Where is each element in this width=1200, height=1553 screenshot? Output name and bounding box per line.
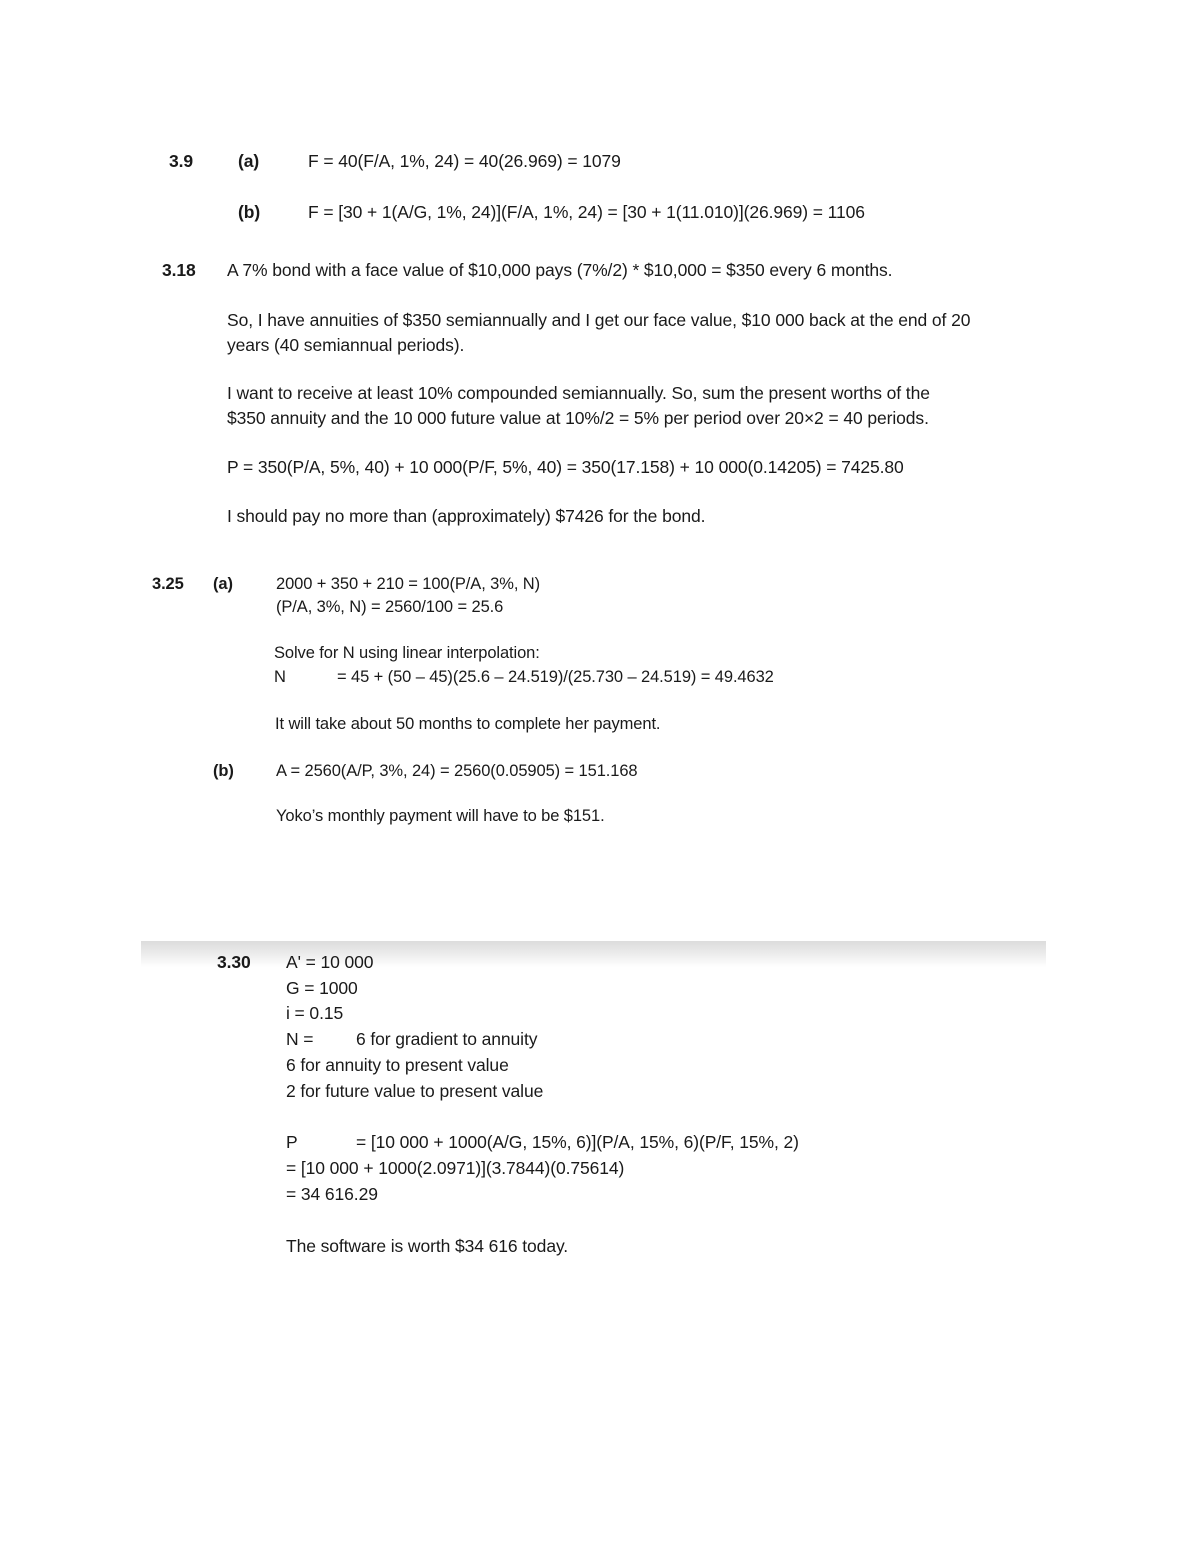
equation-3-25-a-line1: 2000 + 350 + 210 = 100(P/A, 3%, N) xyxy=(276,575,540,593)
given-n-future: 2 for future value to present value xyxy=(286,1081,544,1101)
equation-3-30-result: = 34 616.29 xyxy=(286,1184,378,1204)
variable-p-label: P xyxy=(286,1132,298,1152)
text-3-18-line3: years (40 semiannual periods). xyxy=(227,335,465,355)
text-3-18-line5: $350 annuity and the 10 000 future value at 10%/2 = 5% per period over 20×2 = 40 periods. xyxy=(227,408,929,428)
problem-number-3-18: 3.18 xyxy=(162,260,196,280)
given-i: i = 0.15 xyxy=(286,1003,344,1023)
text-3-25-b-conclusion: Yoko’s monthly payment will have to be $151. xyxy=(276,807,605,825)
given-n-gradient: 6 for gradient to annuity xyxy=(356,1029,538,1049)
variable-n-label: N xyxy=(274,668,286,686)
given-g: G = 1000 xyxy=(286,978,358,998)
text-3-30-conclusion: The software is worth $34 616 today. xyxy=(286,1236,569,1256)
text-3-18-line2: So, I have annuities of $350 semiannually and I get our face value, $10 000 back at the end of 20 xyxy=(227,310,971,330)
shaded-band xyxy=(141,941,1046,967)
part-a-label: (a) xyxy=(238,151,260,171)
text-3-18-conclusion: I should pay no more than (approximately) $7426 for the bond. xyxy=(227,506,706,526)
equation-3-30-line1: = [10 000 + 1000(A/G, 15%, 6)](P/A, 15%, 6)(P/F, 15%, 2) xyxy=(356,1132,799,1152)
problem-number-3-9: 3.9 xyxy=(169,151,194,171)
problem-number-3-30: 3.30 xyxy=(217,952,251,972)
given-n-label: N = xyxy=(286,1029,314,1049)
text-3-18-line1: A 7% bond with a face value of $10,000 pays (7%/2) * $10,000 = $350 every 6 months. xyxy=(227,260,893,280)
problem-number-3-25: 3.25 xyxy=(152,575,184,593)
equation-3-9-b: F = [30 + 1(A/G, 1%, 24)](F/A, 1%, 24) = [30 + 1(11.010)](26.969) = 1106 xyxy=(308,202,865,222)
text-3-25-interpolation: Solve for N using linear interpolation: xyxy=(274,644,540,662)
text-3-25-a-conclusion: It will take about 50 months to complete her payment. xyxy=(275,715,661,733)
part-b-label: (b) xyxy=(238,202,261,222)
equation-3-30-line2: = [10 000 + 1000(2.0971)](3.7844)(0.75614) xyxy=(286,1158,625,1178)
equation-3-18: P = 350(P/A, 5%, 40) + 10 000(P/F, 5%, 40) = 350(17.158) + 10 000(0.14205) = 7425.80 xyxy=(227,457,904,477)
equation-3-25-b: A = 2560(A/P, 3%, 24) = 2560(0.05905) = 151.168 xyxy=(276,762,638,780)
text-3-18-line4: I want to receive at least 10% compounded semiannually. So, sum the present worths of the xyxy=(227,383,930,403)
part-a-label: (a) xyxy=(213,575,233,593)
equation-3-25-a-line2: (P/A, 3%, N) = 2560/100 = 25.6 xyxy=(276,598,504,616)
given-a-prime: A' = 10 000 xyxy=(286,952,374,972)
given-n-annuity: 6 for annuity to present value xyxy=(286,1055,509,1075)
part-b-label: (b) xyxy=(213,762,234,780)
equation-3-25-interpolation: = 45 + (50 – 45)(25.6 – 24.519)/(25.730 – 24.519) = 49.4632 xyxy=(337,668,774,686)
equation-3-9-a: F = 40(F/A, 1%, 24) = 40(26.969) = 1079 xyxy=(308,151,621,171)
